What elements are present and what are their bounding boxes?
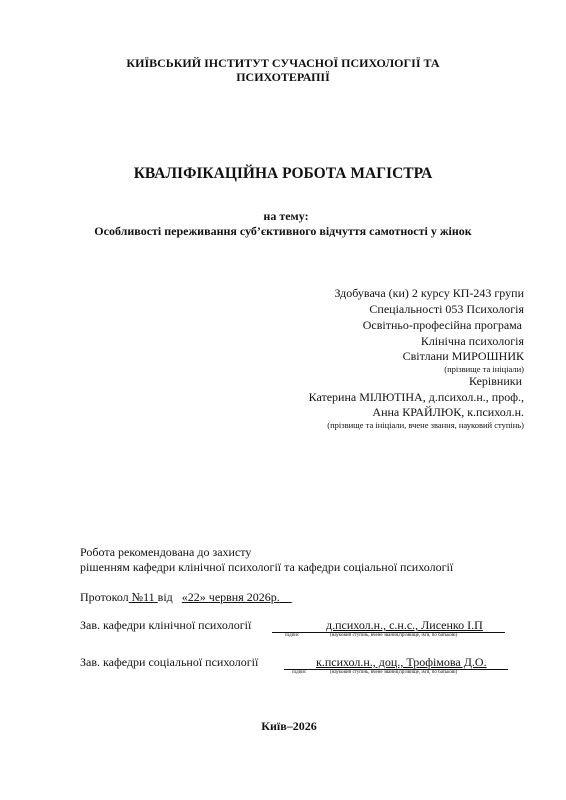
head-social-label: Зав. кафедри соціальної психології xyxy=(80,655,259,669)
recommendation-line-2: рішенням кафедри клінічної психології та кафедри соціальної психології xyxy=(80,560,454,574)
topic-label: на тему: xyxy=(263,209,309,223)
protocol-date: «22» червня 2026р. xyxy=(181,590,280,604)
supervisors-label: Керівники xyxy=(469,374,522,388)
head-clinical-label: Зав. кафедри клінічної психології xyxy=(80,618,252,632)
student-name: Світлани МИРОШНИК xyxy=(402,349,524,363)
topic-text: Особливості переживання суб’єктивного відчуття самотності у жінок xyxy=(94,224,472,238)
head-social-rank-caption: (науковий ступінь, вчене звання,прізвище, ім'я, по батькові) xyxy=(330,670,458,675)
student-line-1: Здобувача (ки) 2 курсу КП-243 групи xyxy=(334,286,524,300)
supervisors-line-1: Катерина МІЛЮТІНА, д.психол.н., проф., xyxy=(308,390,524,404)
footer-city-year: Київ–2026 xyxy=(261,719,317,733)
head-clinical-sign-caption: підпис xyxy=(285,633,300,638)
student-line-2: Спеціальності 053 Психологія xyxy=(369,302,524,316)
protocol-label: Протокол xyxy=(80,590,129,604)
institute-name-line2: ПСИХОТЕРАПІЇ xyxy=(236,70,330,84)
recommendation-line-1: Робота рекомендована до захисту xyxy=(80,545,252,559)
head-social-sign-caption: підпис xyxy=(292,670,307,675)
institute-name-line1: КИЇВСЬКИЙ ІНСТИТУТ СУЧАСНОЇ ПСИХОЛОГІЇ ТА xyxy=(126,56,440,70)
protocol-line xyxy=(80,590,292,605)
student-line-3: Освітньо-професійна програма xyxy=(362,318,522,332)
document-title: КВАЛІФІКАЦІЙНА РОБОТА МАГІСТРА xyxy=(133,165,433,182)
head-clinical-value: д.психол.н., с.н.с., Лисенко І.П xyxy=(326,618,483,632)
supervisors-line-2: Анна КРАЙЛЮК, к.психол.н. xyxy=(372,405,524,419)
head-clinical-rank-caption: (науковий ступінь, вчене звання,прізвище, ім'я, по батькові) xyxy=(330,633,458,638)
student-line-4: Клінічна психологія xyxy=(420,334,524,348)
protocol-from: від xyxy=(157,590,173,604)
student-name-caption: (прізвище та ініціали) xyxy=(444,364,524,374)
supervisors-caption: (прізвище та ініціали, вчене звання, науковий ступінь) xyxy=(327,420,524,430)
protocol-number: №11 xyxy=(131,590,155,604)
head-social-value: к.психол.н., доц., Трофімова Д.О. xyxy=(316,655,487,669)
